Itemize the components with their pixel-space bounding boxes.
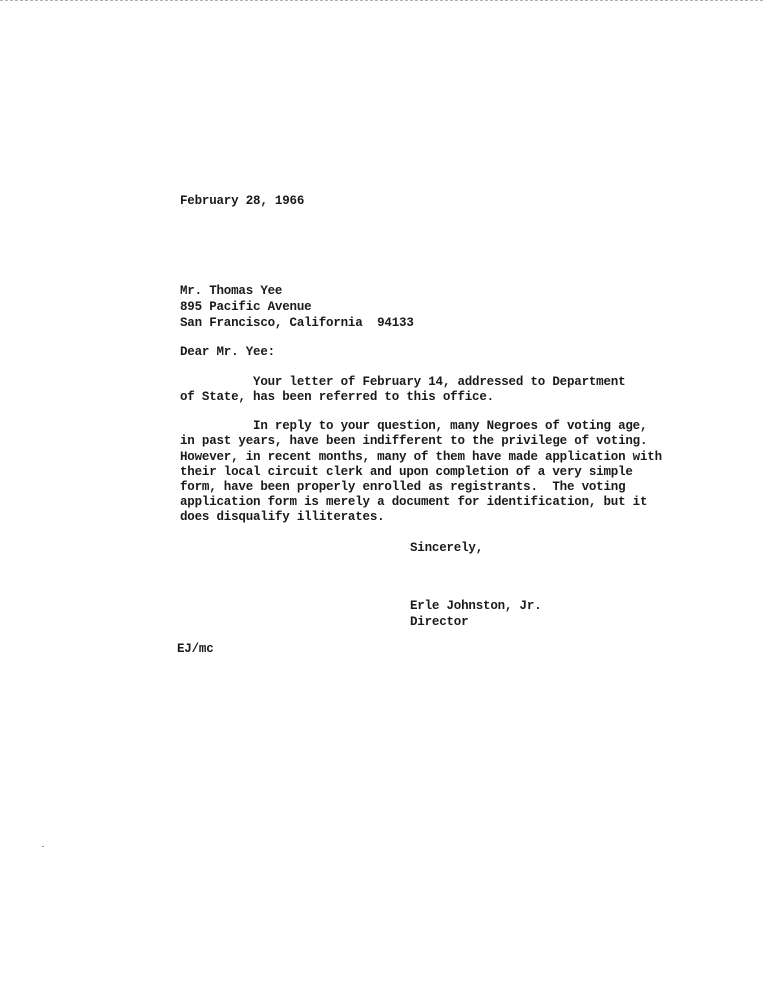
salutation: Dear Mr. Yee:	[180, 345, 275, 359]
paragraph-line: of State, has been referred to this office.	[180, 390, 494, 404]
paragraph-line: in past years, have been indifferent to the privilege of voting.	[180, 434, 648, 448]
closing: Sincerely,	[410, 541, 484, 555]
paragraph-line: Your letter of February 14, addressed to Department	[180, 375, 626, 389]
signer-name: Erle Johnston, Jr.	[410, 599, 542, 613]
letter-date: February 28, 1966	[180, 194, 305, 208]
paragraph-line: application form is merely a document for identification, but it	[180, 495, 648, 509]
recipient-city: San Francisco, California 94133	[180, 316, 414, 330]
typist-initials: EJ/mc	[177, 642, 214, 656]
page-top-border	[0, 0, 763, 1]
paragraph-line: In reply to your question, many Negroes of voting age,	[180, 419, 648, 433]
scan-speck	[42, 846, 44, 847]
signer-title: Director	[410, 615, 469, 629]
paragraph-line: However, in recent months, many of them have made application with	[180, 450, 662, 464]
paragraph-line: does disqualify illiterates.	[180, 510, 385, 524]
recipient-name: Mr. Thomas Yee	[180, 284, 283, 298]
paragraph-line: their local circuit clerk and upon completion of a very simple	[180, 465, 633, 479]
paragraph-line: form, have been properly enrolled as registrants. The voting	[180, 480, 626, 494]
recipient-street: 895 Pacific Avenue	[180, 300, 312, 314]
